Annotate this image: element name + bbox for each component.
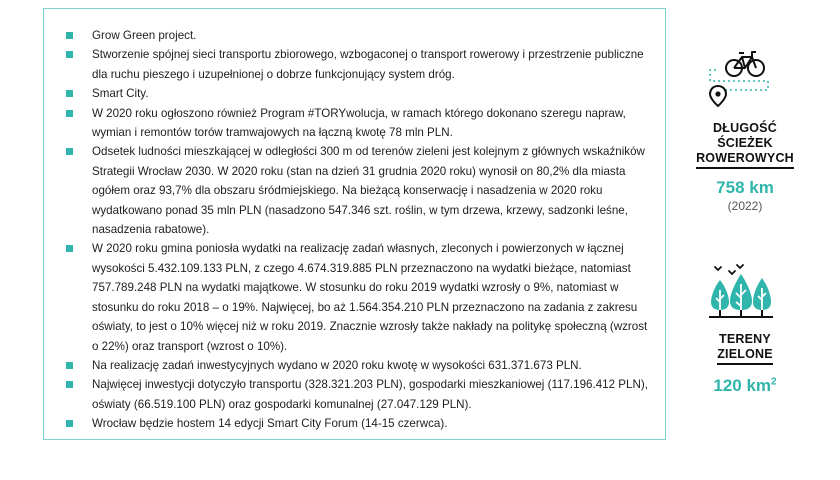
list-item: Smart City. (66, 84, 656, 103)
bullet-square-icon (66, 32, 73, 39)
bullet-square-icon (66, 362, 73, 369)
bullet-square-icon (66, 51, 73, 58)
list-item: Najwięcej inwestycji dotyczyło transportu (328.321.203 PLN), gospodarki mieszkaniowej (117.196.412 PLN), oświaty (66.519.100 PLN) oraz gospodarki komunalnej (27.047.129 PLN). (66, 375, 656, 414)
bullet-list (66, 26, 656, 434)
list-item: Wrocław będzie hostem 14 edycji Smart City Forum (14-15 czerwca). (66, 414, 656, 433)
bullet-square-icon (66, 110, 73, 117)
list-item: Na realizację zadań inwestycyjnych wydano w 2020 roku kwotę w wysokości 631.371.673 PLN. (66, 356, 656, 375)
green-areas-value: 120 $km^2$ (713, 376, 777, 395)
bike-paths-stat (680, 121, 810, 213)
bicycle-route-icon (706, 48, 776, 108)
trees-icon (703, 262, 779, 322)
bullet-square-icon (66, 420, 73, 427)
bike-paths-label: DŁUGOŚĆ ŚCIEŻEK ROWEROWYCH (680, 121, 810, 169)
bullet-square-icon (66, 148, 73, 155)
list-item: Odsetek ludności mieszkającej w odległości 300 m od terenów zieleni jest kolejnym z głównych wskaźników Strategii Wrocław 2030. W 2020 roku (stan na dzień 31 grudnia 2020 roku) wynosił on 80,2% dla miasta ogółem oraz 93,7% dla obszaru śródmiejskiego. Na bieżącą konserwację i nasadzenia w 2020 roku wydatkowano ponad 35 mln PLN (nasadzono 547.346 szt. roślin, w tym drzewa, krzewy, sadzonki leśne, nasadzenia rabatowe). (66, 142, 656, 239)
bike-paths-value: 758 km (716, 178, 774, 197)
birds-icon (715, 265, 743, 274)
bicycle-icon (706, 48, 776, 108)
green-areas-stat (680, 332, 810, 396)
bullet-square-icon (66, 90, 73, 97)
list-item: Grow Green project. (66, 26, 656, 45)
list-item: Stworzenie spójnej sieci transportu zbiorowego, wzbogaconej o transport rowerowy i przestrzenie publiczne dla ruchu pieszego i uzupełnionej o dobrze funkcjonujący system dróg. (66, 45, 656, 84)
text-panel (43, 8, 666, 440)
map-pin-icon (710, 86, 726, 106)
bike-paths-year: (2022) (727, 199, 763, 213)
list-item: W 2020 roku ogłoszono również Program #TORYwolucja, w ramach którego dokonano szeregu napraw, wymian i remontów torów tramwajowych na łączną kwotę 78 mln PLN. (66, 104, 656, 143)
list-item: W 2020 roku gmina poniosła wydatki na realizację zadań własnych, zleconych i powierzonych w łącznej wysokości 5.432.109.133 PLN, z czego 4.674.319.885 PLN przeznaczono na wydatki bieżące, natomiast 757.789.248 PLN na wydatki majątkowe. W stosunku do roku 2019 wydatki wzrosły o 9%, natomiast w stosunku do roku 2018 – o 19%. Najwięcej, bo aż 1.564.354.210 PLN przeznaczono na zadania z zakresu oświaty, to jest o 10% więcej niż w roku 2019. Znacznie wzrosły także nakłady na politykę społeczną (wzrost o 22%) oraz transport (wzrost o 10%). (66, 239, 656, 355)
green-areas-icon (703, 262, 779, 322)
bullet-square-icon (66, 245, 73, 252)
green-areas-label: TERENY ZIELONE (680, 332, 810, 365)
bullet-square-icon (66, 381, 73, 388)
